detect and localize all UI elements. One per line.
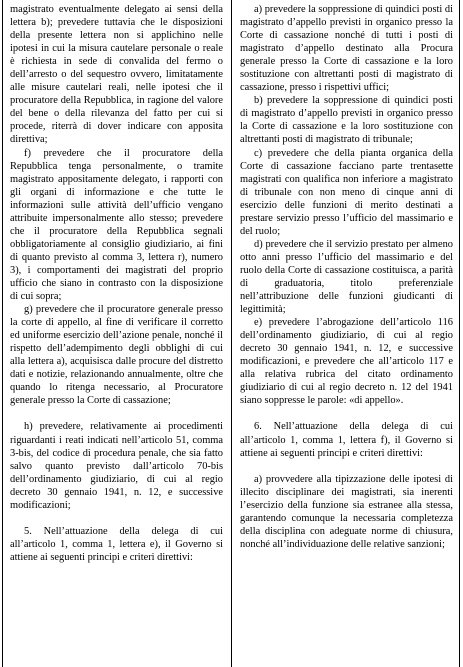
paragraph: f) prevedere che il procuratore della Repubblica tenga personalmente, o tramite magistrato appositamente delegato, i rapporti con gli organi di informazione e che tutte le informazioni sulle attività dell’ufficio vengano attribuite impersonalmente allo stesso; prevedere che il procuratore della Repubblica segnali obbligatoriamente al consiglio giudiziario, ai fini di quanto previsto al comma 3, lettera r), numero 3), i comportamenti dei magistrati del proprio ufficio che siano in contrasto con la disposizione di cui sopra; — [10, 147, 223, 303]
paragraph: magistrato eventualmente delegato ai sensi della lettera b); prevedere tuttavia che le disposizioni della presente lettera non si applichino nelle ipotesi in cui la misura cautelare personale o reale è richiesta in sede di convalida del fermo o dell’arresto o del sequestro ovvero, limitatamente alle misure cautelari reali, nelle ipotesi che il procuratore della Repubblica, in ragione del valore del bene o della rilevanza del fatto per cui si procede, riterrà di dover indicare con apposita direttiva; — [10, 4, 223, 146]
paragraph: a) prevedere la soppressione di quindici posti di magistrato d’appello previsti in organico presso la Corte di cassazione nonché di tutti i posti di magistrato d’appello destinato alla Procura generale presso la Corte di cassazione e la loro sostituzione con altrettanti posti di magistrato di cassazione, presso i rispettivi uffici; — [240, 4, 453, 94]
paragraph: a) provvedere alla tipizzazione delle ipotesi di illecito disciplinare dei magistrati, sia inerenti l’esercizio della funzione sia estranee alla stessa, garantendo comunque la necessaria completezza della disciplina con adeguate norme di chiusura, nonché all’individuazione delle relative sanzioni; — [240, 473, 453, 550]
paragraph: b) prevedere la soppressione di quindici posti di magistrato d’appello previsti in organico presso la Corte di cassazione e la loro sostituzione con altrettanti posti di magistrato di tribunale; — [240, 95, 453, 146]
paragraph: g) prevedere che il procuratore generale presso la corte di appello, al fine di verificare il corretto ed uniforme esercizio dell’azione penale, nonché il rispetto dell’adempimento degli obblighi di cui alla lettera a), acquisisca dalle procure del distretto dati e notizie, relazionando annualmente, oltre che quando lo ritenga necessario, al Procuratore generale presso la Corte di cassazione; — [10, 304, 223, 407]
paragraph: d) prevedere che il servizio prestato per almeno otto anni presso l’ufficio del massimario e del ruolo della Corte di cassazione costituisca, a parità di graduatoria, titolo preferenziale nell’attribuzione delle funzioni giudicanti di legittimità; — [240, 238, 453, 316]
paragraph: c) prevedere che della pianta organica della Corte di cassazione facciano parte trentasette magistrati con qualifica non inferiore a magistrato di tribunale con non meno di cinque anni di esercizio delle funzioni di merito destinati a prestare servizio presso l’ufficio del massimario e del ruolo; — [240, 147, 453, 237]
paragraph: 5. Nell’attuazione della delega di cui all’articolo 1, comma 1, lettera e), il Governo si attiene ai seguenti principi e criteri direttivi: — [10, 525, 223, 563]
paragraph: e) prevedere l’abrogazione dell’articolo 116 dell’ordinamento giudiziario, di cui al regio decreto 30 gennaio 1941, n. 12, e successive modificazioni, e prevedere che all’articolo 117 e alla relativa rubrica del citato ordinamento giudiziario di cui al regio decreto n. 12 del 1941 siano soppresse le parole: «di appello». — [240, 317, 453, 407]
right-column — [240, 3, 453, 551]
left-column — [10, 3, 223, 564]
paragraph: h) prevedere, relativamente ai procedimenti riguardanti i reati indicati nell’articolo 51, comma 3-bis, del codice di procedura penale, che sia fatto salvo quanto previsto dall’articolo 70-bis dell’ordinamento giudiziario, di cui al regio decreto 30 gennaio 1941, n. 12, e successive modificazioni; — [10, 421, 223, 511]
column-divider — [231, 0, 232, 667]
paragraph: 6. Nell’attuazione della delega di cui all’articolo 1, comma 1, lettera f), il Governo si attiene ai seguenti principi e criteri direttivi: — [240, 421, 453, 459]
